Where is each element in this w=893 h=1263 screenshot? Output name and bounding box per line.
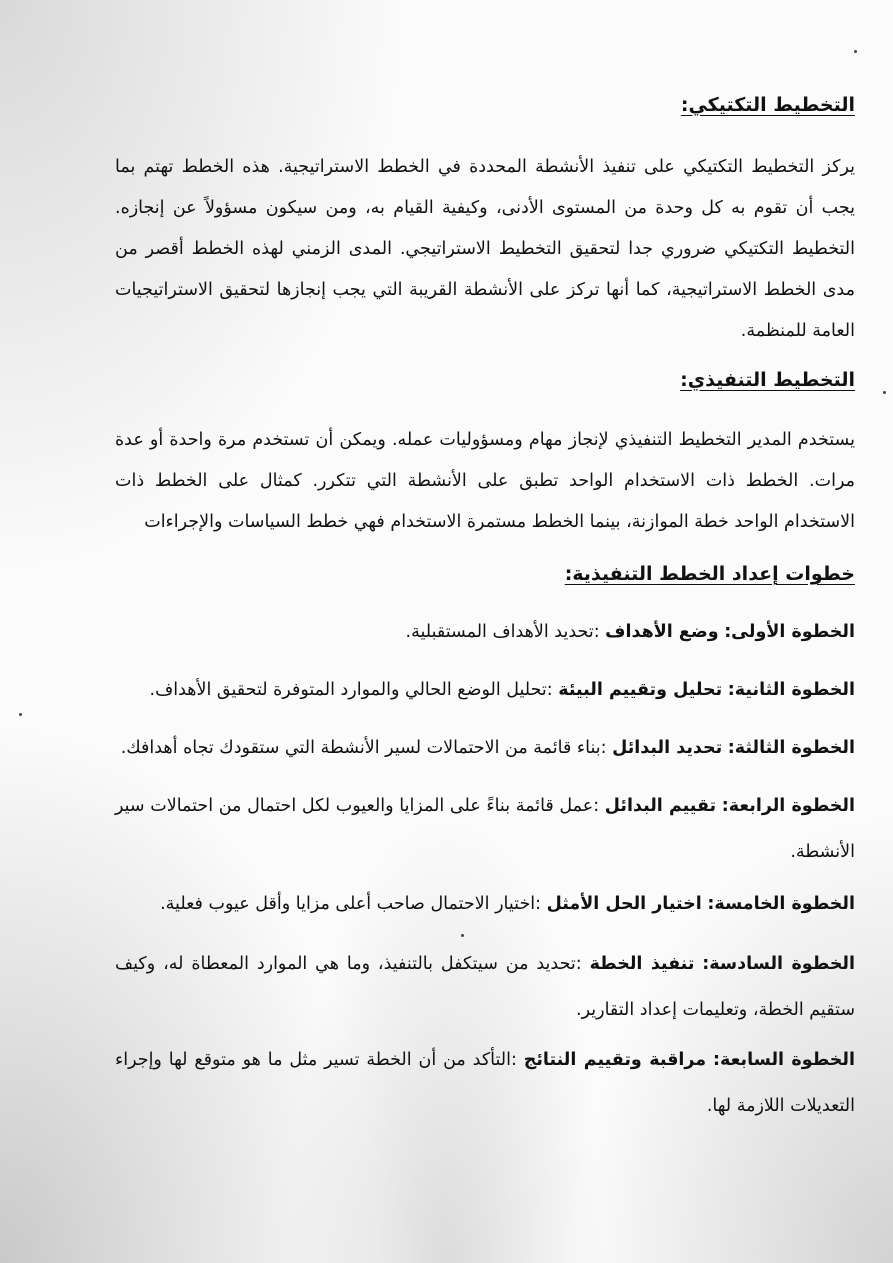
step-6-label: الخطوة السادسة: [702, 954, 855, 974]
step-5-label: الخطوة الخامسة: [707, 894, 855, 914]
step-7-label: الخطوة السابعة: [713, 1050, 855, 1070]
step-1-title: وضع الأهداف [605, 622, 719, 642]
execution-steps-heading: خطوات إعداد الخطط التنفيذية: [564, 563, 855, 585]
step-2 [115, 667, 855, 713]
tactical-planning-heading: التخطيط التكتيكي: [680, 94, 855, 116]
step-6 [115, 941, 855, 1033]
step-6-description: :تحديد من سيتكفل بالتنفيذ، وما هي الموارد المعطاة له، وكيف ستقيم الخطة، وتعليمات إعداد التقارير. [115, 954, 855, 1020]
scan-speck [19, 713, 22, 716]
step-4-title: تقييم البدائل [604, 796, 717, 816]
operational-planning-paragraph: يستخدم المدير التخطيط التنفيذي لإنجاز مهام ومسؤوليات عمله. ويمكن أن تستخدم مرة واحدة أو عدة مرات. الخطط ذات الاستخدام الواحد تطبق على الأنشطة التي تتكرر. كمثال على الخطط ذات الاستخدام الواحد خطة الموازنة، بينما الخطط مستمرة الاستخدام فهي خطط السياسات والإجراءات [115, 430, 855, 532]
step-1-description: :تحديد الأهداف المستقبلية. [405, 622, 600, 642]
step-4 [115, 783, 855, 875]
step-2-title: تحليل وتقييم البيئة [558, 680, 723, 700]
scan-speck [461, 934, 464, 937]
step-1 [115, 609, 855, 655]
step-3-description: :بناء قائمة من الاحتمالات لسير الأنشطة التي ستقودك تجاه أهدافك. [120, 738, 607, 758]
tactical-planning-paragraph: يركز التخطيط التكتيكي على تنفيذ الأنشطة المحددة في الخطط الاستراتيجية. هذه الخطط تهتم بما يجب أن تقوم به كل وحدة من المستوى الأدنى، وكيفية القيام به، ومن سيكون مسؤولاً عن إنجازه. التخطيط التكتيكي ضروري جدا لتحقيق التخطيط الاستراتيجي. المدى الزمني لهذه الخطط أقصر من مدى الخطط الاستراتيجية، كما أنها تركز على الأنشطة القريبة التي يجب إنجازها لتحقيق الاستراتيجيات العامة للمنظمة. [115, 157, 855, 341]
step-7 [115, 1037, 855, 1129]
step-5-description: :اختيار الاحتمال صاحب أعلى مزايا وأقل عيوب فعلية. [160, 894, 542, 914]
step-7-description: :التأكد من أن الخطة تسير مثل ما هو متوقع لها وإجراء التعديلات اللازمة لها. [115, 1050, 855, 1116]
operational-planning-heading: التخطيط التنفيذي: [680, 369, 855, 391]
step-2-label: الخطوة الثانية: [727, 680, 855, 700]
scan-speck [854, 50, 857, 53]
step-4-label: الخطوة الرابعة: [721, 796, 855, 816]
step-1-label: الخطوة الأولى: [724, 622, 855, 642]
step-3-title: تحديد البدائل [612, 738, 723, 758]
step-3-label: الخطوة الثالثة: [727, 738, 855, 758]
step-2-description: :تحليل الوضع الحالي والموارد المتوفرة لتحقيق الأهداف. [149, 680, 553, 700]
step-3 [115, 725, 855, 771]
step-5 [115, 881, 855, 927]
step-4-description: :عمل قائمة بناءً على المزايا والعيوب لكل احتمال من احتمالات سير الأنشطة. [115, 796, 855, 862]
scan-speck [883, 391, 886, 394]
step-5-title: اختيار الحل الأمثل [546, 894, 702, 914]
step-7-title: مراقبة وتقييم النتائج [523, 1050, 707, 1070]
step-6-title: تنفيذ الخطة [589, 954, 695, 974]
